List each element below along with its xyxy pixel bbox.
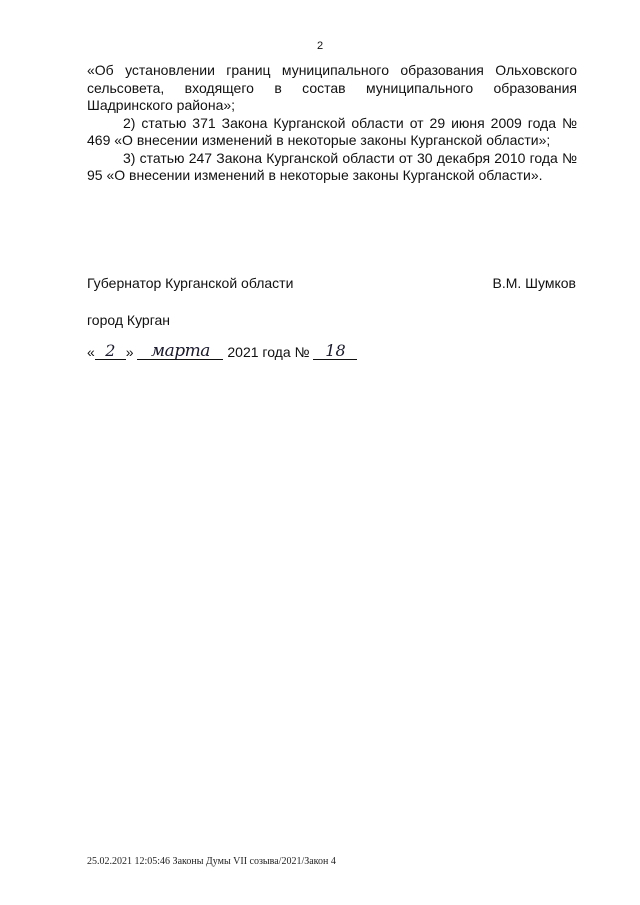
law-number-handwritten: 18	[313, 343, 357, 360]
document-body	[87, 62, 577, 185]
paragraph-law-title-continuation: «Об установлении границ муниципального образования Ольховского сельсовета, входящего в состав муниципального образования Шадринского района»;	[87, 62, 577, 113]
signatory-position: Губернатор Курганской области	[87, 275, 294, 291]
day-handwritten: 2	[95, 343, 126, 360]
place-of-signing: город Курган	[87, 312, 171, 328]
year-and-number-label: 2021 года №	[227, 344, 310, 360]
document-footer: 25.02.2021 12:05:46 Законы Думы VII созыва/2021/Закон 4	[87, 856, 336, 867]
close-quote: »	[125, 344, 134, 360]
signatory-name: В.М. Шумков	[492, 275, 576, 291]
open-quote: «	[87, 344, 95, 360]
month-handwritten: марта	[137, 343, 223, 360]
signature-block	[87, 275, 576, 291]
page-number: 2	[316, 40, 324, 52]
date-and-number-line	[87, 343, 357, 360]
paragraph-item-3: 3) статью 247 Закона Курганской области от 30 декабря 2010 года № 95 «О внесении изменений в некоторые законы Курганской области».	[87, 149, 577, 183]
paragraph-item-2: 2) статью 371 Закона Курганской области от 29 июня 2009 года № 469 «О внесении изменений в некоторые законы Курганской области»;	[87, 114, 577, 148]
